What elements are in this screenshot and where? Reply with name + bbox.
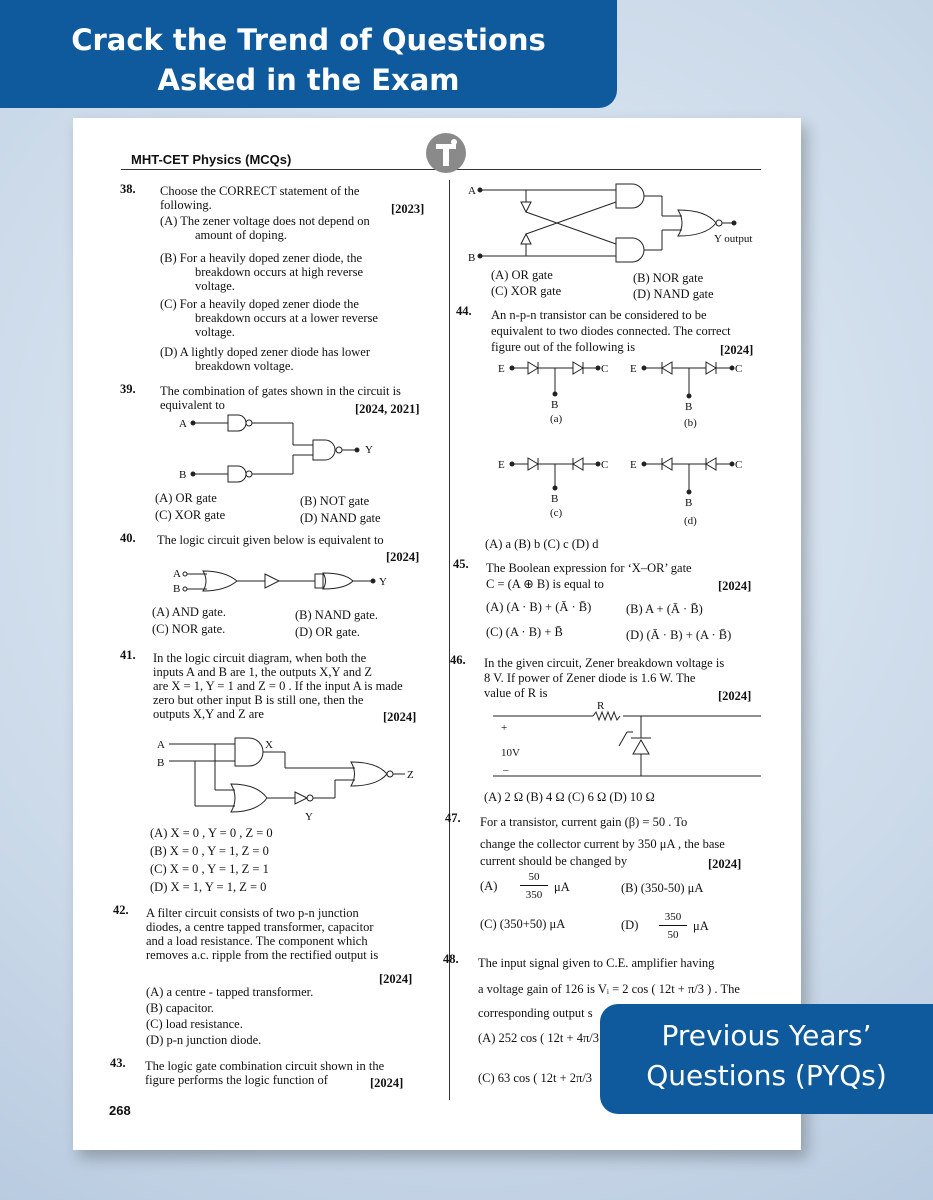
option-b: (B) A + (Ā · B̄) [626, 602, 703, 616]
svg-text:A: A [468, 185, 476, 197]
svg-text:C: C [601, 363, 609, 375]
question-text: For a transistor, current gain (β) = 50 . To [480, 815, 688, 829]
question-number: 47. [445, 811, 461, 825]
svg-text:Y: Y [365, 444, 373, 456]
svg-text:Y: Y [379, 576, 387, 588]
svg-text:(c): (c) [550, 507, 563, 519]
question-text: 8 V. If power of Zener diode is 1.6 W. The [484, 671, 696, 685]
option-d-cont: breakdown voltage. [195, 359, 294, 373]
option-a: (A) [480, 879, 498, 893]
svg-text:C: C [601, 459, 609, 471]
option-d: (D) p-n junction diode. [146, 1033, 262, 1047]
logic-circuit-diagram [155, 732, 415, 824]
year-tag: [2024] [708, 857, 742, 871]
option-a: (A) OR gate [155, 491, 217, 505]
option-d: (D) A lightly doped zener diode has lower [160, 345, 371, 359]
question-text: Choose the CORRECT statement of the [160, 184, 360, 198]
question-number: 40. [120, 531, 136, 545]
option-a: (A) (A · B) + (Ā · B̄) [486, 600, 592, 614]
option-b: (B) NOT gate [300, 494, 370, 508]
gate-circuit-diagram [173, 565, 403, 597]
svg-text:C: C [735, 363, 743, 375]
option-b-cont: breakdown occurs at high reverse [195, 265, 363, 279]
question-text: figure performs the logic function of [145, 1073, 328, 1087]
publisher-logo-icon [425, 132, 467, 174]
banner-title-line-2: Questions (PYQs) [646, 1059, 887, 1092]
question-text: and a load resistance. The component which [146, 934, 368, 948]
question-number: 45. [453, 557, 469, 571]
book-page [73, 118, 801, 1150]
question-text: C = (A ⊕ B) is equal to [486, 577, 604, 591]
question-text: corresponding output s [478, 1006, 593, 1020]
banner-title-line-2: Asked in the Exam [157, 63, 460, 97]
fraction-numerator: 50 [528, 871, 540, 883]
question-number: 41. [120, 648, 136, 662]
question-text: The input signal given to C.E. amplifier having [478, 956, 715, 970]
page-number: 268 [109, 1103, 131, 1118]
option-c-cont: breakdown occurs at a lower reverse [195, 311, 378, 325]
fraction-bar [659, 925, 687, 926]
svg-text:B: B [685, 497, 693, 509]
question-text: A filter circuit consists of two p-n junction [146, 906, 359, 920]
svg-text:B: B [551, 399, 559, 411]
option-c: (C) (A · B) + B̄ [486, 625, 563, 639]
question-text: The combination of gates shown in the circuit is [160, 384, 401, 398]
svg-text:Y output: Y output [714, 233, 753, 245]
option-c: (C) (350+50) μA [480, 917, 566, 931]
svg-text:B: B [157, 757, 165, 769]
option-c: (C) X = 0 , Y = 1, Z = 1 [150, 862, 269, 876]
gate-circuit-diagram [466, 182, 766, 264]
option-d: (D) NAND gate [300, 511, 381, 525]
fraction-numerator: 350 [664, 911, 682, 923]
option-d: (D) (Ā · B) + (A · B̄) [626, 628, 732, 642]
option-b: (B) X = 0 , Y = 1, Z = 0 [150, 844, 269, 858]
question-text: The logic gate combination circuit shown in the [145, 1059, 385, 1073]
question-number: 46. [450, 653, 466, 667]
svg-text:A: A [173, 568, 181, 580]
option-a: (A) AND gate. [152, 605, 226, 619]
svg-text:10V: 10V [501, 747, 520, 759]
year-tag: [2024] [383, 710, 417, 724]
gate-circuit-diagram [173, 412, 373, 492]
svg-text:A: A [179, 418, 187, 430]
question-text: In the given circuit, Zener breakdown voltage is [484, 656, 725, 670]
year-tag: [2024] [379, 972, 413, 986]
option-a: (A) 252 cos ( 12t + 4π/3 [478, 1031, 599, 1045]
svg-text:(b): (b) [684, 417, 697, 429]
svg-text:+: + [501, 722, 508, 734]
option-c: (C) For a heavily doped zener diode the [160, 297, 359, 311]
year-tag: [2024, 2021] [355, 402, 420, 416]
question-text: In the logic circuit diagram, when both the [153, 651, 367, 665]
question-text: value of R is [484, 686, 548, 700]
svg-text:(a): (a) [550, 413, 563, 425]
option-d: (D) NAND gate [633, 287, 714, 301]
svg-text:E: E [630, 363, 637, 375]
svg-text:E: E [630, 459, 637, 471]
banner-title-line-1: Crack the Trend of Questions [71, 23, 546, 57]
unit-label: μA [554, 880, 570, 894]
top-banner [0, 0, 617, 108]
option-c-cont: voltage. [195, 325, 235, 339]
svg-text:E: E [498, 363, 505, 375]
option-b: (B) capacitor. [146, 1001, 215, 1015]
svg-text:B: B [468, 252, 476, 264]
question-number: 48. [443, 952, 459, 966]
option-b: (B) (350-50) μA [621, 881, 704, 895]
question-text: figure out of the following is [491, 340, 636, 354]
zener-circuit-diagram [493, 698, 763, 778]
svg-text:C: C [735, 459, 743, 471]
option-a-cont: amount of doping. [195, 228, 288, 242]
option-a: (A) X = 0 , Y = 0 , Z = 0 [150, 826, 273, 840]
svg-text:B: B [551, 493, 559, 505]
question-text: inputs A and B are 1, the outputs X,Y and Z [153, 665, 372, 679]
option-b: (B) NOR gate [633, 271, 704, 285]
question-text: diodes, a centre tapped transformer, capacitor [146, 920, 374, 934]
question-text: equivalent to [160, 398, 225, 412]
year-tag: [2024] [370, 1076, 404, 1090]
svg-text:Z: Z [407, 769, 414, 781]
page-header: MHT-CET Physics (MCQs) [131, 152, 292, 167]
svg-text:Y: Y [305, 811, 313, 823]
year-tag: [2024] [386, 550, 420, 564]
option-c: (C) NOR gate. [152, 622, 226, 636]
question-number: 43. [110, 1056, 126, 1070]
pyq-banner [600, 1004, 933, 1114]
question-text: zero but other input B is still one, then the [153, 693, 364, 707]
option-b-cont: voltage. [195, 279, 235, 293]
question-text: change the collector current by 350 μA , the base [480, 837, 725, 851]
question-text: are X = 1, Y = 1 and Z = 0 . If the input A is made [153, 679, 403, 693]
option-d: (D) OR gate. [295, 625, 360, 639]
question-text: The Boolean expression for ‘X–OR’ gate [486, 561, 692, 575]
question-number: 44. [456, 304, 472, 318]
question-text: An n-p-n transistor can be considered to be [491, 308, 707, 322]
year-tag: [2024] [718, 579, 752, 593]
svg-text:B: B [179, 469, 187, 481]
question-text: current should be changed by [480, 854, 628, 868]
option-b: (B) NAND gate. [295, 608, 378, 622]
question-text: outputs X,Y and Z are [153, 707, 264, 721]
option-c: (C) load resistance. [146, 1017, 243, 1031]
svg-text:A: A [157, 739, 165, 751]
svg-text:X: X [265, 739, 273, 751]
banner-title-line-1: Previous Years’ [661, 1019, 872, 1052]
question-number: 38. [120, 182, 136, 196]
option-a: (A) a centre - tapped transformer. [146, 985, 314, 999]
answer-options: (A) a (B) b (C) c (D) d [485, 537, 599, 551]
option-d: (D) X = 1, Y = 1, Z = 0 [150, 880, 267, 894]
svg-text:–: – [503, 764, 509, 776]
option-b: (B) For a heavily doped zener diode, the [160, 251, 363, 265]
fraction-bar [520, 885, 548, 886]
question-number: 39. [120, 382, 136, 396]
question-text: following. [160, 198, 212, 212]
option-a: (A) OR gate [491, 268, 553, 282]
question-number: 42. [113, 903, 129, 917]
unit-label: μA [693, 919, 709, 933]
svg-text:B: B [173, 583, 181, 595]
question-text: The logic circuit given below is equivalent to [157, 533, 384, 547]
fraction-denominator: 50 [667, 929, 679, 941]
question-text: removes a.c. ripple from the rectified output is [146, 948, 379, 962]
fraction-denominator: 350 [525, 889, 543, 901]
option-c: (C) XOR gate [155, 508, 226, 522]
question-text: a voltage gain of 126 is Vᵢ = 2 cos ( 12t + π/3 ) . The [478, 982, 740, 996]
year-tag: [2023] [391, 202, 425, 216]
option-a: (A) The zener voltage does not depend on [160, 214, 370, 228]
option-c: (C) 63 cos ( 12t + 2π/3 [478, 1071, 593, 1085]
transistor-diode-figures [498, 358, 768, 538]
svg-text:(d): (d) [684, 515, 697, 527]
svg-text:B: B [685, 401, 693, 413]
year-tag: [2024] [720, 343, 754, 357]
year-tag: [2024] [718, 689, 752, 703]
svg-text:R: R [597, 700, 605, 712]
option-c: (C) XOR gate [491, 284, 562, 298]
question-text: equivalent to two diodes connected. The correct [491, 324, 731, 338]
answer-options: (A) 2 Ω (B) 4 Ω (C) 6 Ω (D) 10 Ω [484, 790, 655, 804]
option-d: (D) [621, 918, 639, 932]
svg-text:E: E [498, 459, 505, 471]
